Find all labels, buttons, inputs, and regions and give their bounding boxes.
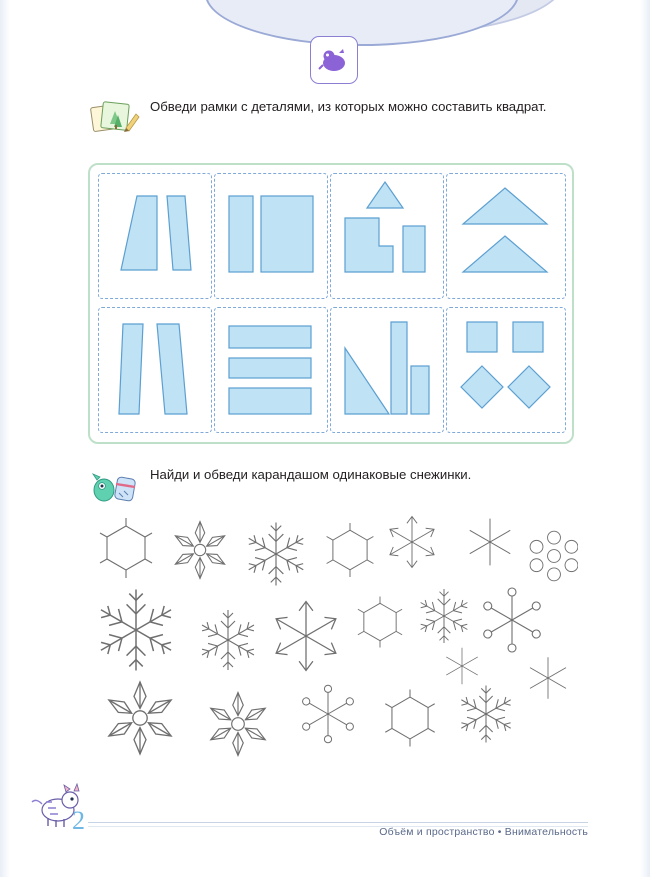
cell-8[interactable]	[446, 307, 566, 433]
cell-2-shapes	[215, 174, 327, 298]
page-number: 2	[72, 806, 85, 835]
top-decoration-ellipse-front	[205, 0, 519, 46]
flake-2[interactable]	[173, 522, 227, 579]
cell-1-shapes	[99, 174, 211, 298]
cell-3[interactable]	[330, 173, 444, 299]
flake-3[interactable]	[245, 523, 307, 586]
flake-17[interactable]	[385, 690, 434, 747]
cell-2[interactable]	[214, 173, 328, 299]
cell-4[interactable]	[446, 173, 566, 299]
cell-7[interactable]	[330, 307, 444, 433]
cell-8-shapes	[447, 308, 565, 432]
cell-4-shapes	[447, 174, 565, 298]
task-1-row	[88, 98, 588, 142]
page-edge-left	[0, 0, 10, 877]
footer-label: Объём и пространство • Внимательность	[379, 826, 588, 838]
flake-8[interactable]	[96, 590, 176, 671]
cell-1[interactable]	[98, 173, 212, 299]
flake-12[interactable]	[417, 589, 470, 643]
snowflake-grid	[78, 508, 578, 768]
flake-14[interactable]	[106, 682, 174, 754]
task-2-row	[88, 466, 608, 510]
task-1-text: Обведи рамки с деталями, из которых можно составить квадрат.	[150, 99, 547, 114]
footer-divider-top	[88, 822, 588, 823]
cell-5-shapes	[99, 308, 211, 432]
shapes-panel	[88, 163, 574, 444]
cell-5[interactable]	[98, 307, 212, 433]
mascot-mitten-icon	[88, 466, 142, 510]
flake-9[interactable]	[199, 610, 258, 670]
flake-15[interactable]	[208, 693, 268, 756]
flake-18[interactable]	[458, 686, 514, 743]
flake-16[interactable]	[301, 685, 354, 743]
flake-5[interactable]	[387, 517, 436, 568]
flake-10[interactable]	[273, 602, 340, 671]
flake-4[interactable]	[327, 523, 374, 577]
flake-19[interactable]	[446, 648, 478, 684]
cell-7-shapes	[331, 308, 443, 432]
cell-6-shapes	[215, 308, 327, 432]
flake-7[interactable]	[530, 531, 578, 581]
mascot-badge-icon	[310, 36, 358, 84]
flake-1[interactable]	[100, 518, 152, 578]
cell-3-shapes	[331, 174, 443, 298]
book-pencil-icon	[88, 98, 142, 142]
flake-6[interactable]	[470, 519, 511, 566]
flake-20[interactable]	[530, 657, 566, 699]
flake-11[interactable]	[358, 597, 402, 648]
task-2-text: Найди и обведи карандашом одинаковые снежинки.	[150, 467, 472, 482]
flake-13[interactable]	[482, 588, 541, 652]
cell-6[interactable]	[214, 307, 328, 433]
page-edge-right	[640, 0, 650, 877]
